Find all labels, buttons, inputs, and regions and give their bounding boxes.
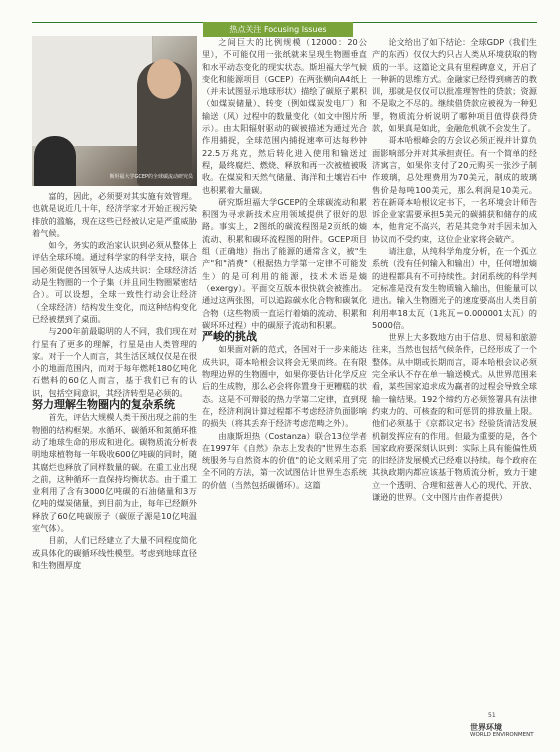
magazine-logo: 世界环境 [470, 723, 502, 732]
text-column-1 [32, 190, 197, 571]
paragraph: 目前，人们已经建立了大量不同程度简化或具体化的碳循环线性模型。考虑到地球直径和生物圈厚度 [32, 535, 197, 570]
paragraph: 论文给出了如下结论：全球GDP（我们生产的东西）仅仅大约只占人类从环境获取的物质的一半。这篇论文具有里程碑意义，开启了一种新的思维方式。金融家已经得到痛苦的教训，那就是仅仅可以批准理智性的贷款；资源不是取之不尽的。继续借贷款应被视为一种犯罪，物质流分析说明了哪种项目值得获得贷款，如果真是如此，金融危机就不会发生了。 [372, 37, 537, 134]
section-heading: 严峻的挑战 [202, 330, 257, 344]
text-column-3 [372, 36, 537, 503]
paragraph: 如今，务实的政治家认识到必须从整体上评估全球环境。通过科学家的科学支持，联合国必须促使各国领导人达成共识：全球经济活动是生物圈的一个子集（并且同生物圈紧密结合）。可以设想，全球一致性行动会让经济（全球经济）结构发生变化，而这种结构变化已经被摆到了桌面。 [32, 240, 197, 324]
section-heading: 努力理解生物圈内的复杂系统 [32, 398, 175, 412]
whiteboard [32, 36, 153, 146]
person-figure-2 [34, 136, 76, 186]
paragraph: 之间巨大的比例规模（12000：20公里），不可能仅用一张纸就来呈现生物圈垂直和水平动态变化的现实状态。斯坦福大学气候变化和能源项目（GCEP）在两张横向A4纸上（并未试图显示地球形状）描绘了碳原子累积（如煤炭储量）、转变（例如煤炭发电厂）和输送（风）过程中的数量变化（如文中图片所示）。由太阳辐射驱动的碳被描述为通过光合作用捕捉，全球范围内捕捉速率可达每秒钟22.5万兆克，然后转化进入使用和输送过程，最终腐烂、燃烧、释放和再一次被植被吸收。在煤炭和天然气储量、海洋和土壤岩石中也积累着大量碳。 [202, 37, 367, 195]
paragraph: 研究斯坦福大学GCEP的全球碳流动和累积图为寻求新技术应用领域提供了很好的思路。事实上，2图纸的碳流程图是2页纸的熵流动、积累和碳环流程图的附件。GCEP项目组（正确地）指出了能源的通常含义，被"生产"和"消费"（根据热力学第一定律不可能发生）的是可利用的能源，技术术语是熵（exergy）。平面交互版本很快就会被推出。通过这两张图，可以追踪碳水化合物和碳氧化合物（这些物质一直运行着熵的流动、积累和碳环环过程）中的碳原子流动和积累。 [202, 196, 367, 330]
paragraph: 如果面对新的范式，各国对于一步来能达成共识，哥本哈根会议将会无果而终。在有限物理边界的生物圈中，如果你要估计化学反应后的生成物，那么必会将你置身于更糟糕的状态。这是不可辩驳的热力学第二定律，直到现在，经济利润计算过程都不考虑经济负面影响的损失（将其丢弃于经济考虑范畴之外）。 [202, 344, 367, 429]
magazine-logo-en: WORLD ENVIRONMENT [470, 732, 534, 738]
page-number: 51 [488, 712, 496, 719]
person-figure [137, 61, 192, 186]
paragraph: 与200年前最聪明的人不同，我们现在对行星有了更多的理解，行星是由人类管理的家。对于一个人而言，其生活区域仅仅是在很小的地面范围内，而对于每年燃耗180亿吨化石燃料的60亿人而言，基于我们已有的认识，包括空间意识，其经济转型是必须的。 [32, 326, 197, 398]
section-tag: 热点关注 Focusing Issues [203, 22, 353, 37]
article-photo [32, 36, 197, 186]
paragraph: 世界上大多数地方由于信息、贸易和旅游往来，当然也包括气候条件，已经形成了一个整体。从中期或长期而言，哥本哈根会议必须完全承认不存在单一输送模式。从世界范围来看，某些国家追求成为赢者的过程会导致全球输一输结果。192个缔约方必须签署具有法律约束力的、可核查的和可惩罚的排放量上限。他们必须基于《京都议定书》经验货清洁发展机制发挥应有的作用。但最为重要的是，各个国家政府要深刻认识到：实际上具有能偏性质的旧经济发展模式已经难以持续。每个政府在其执政期内都应该基于物质流分析，致力于建立一个透明、合理和兹善人心的现代、开放、谦逊的世界。（文中图片由作者提供） [372, 332, 537, 502]
paragraph: 哥本哈根峰会的方会议必须正视并计算负面影响部分并对其承担责任。有一个简单的经济寓言，如果你支付了20元购买一张沙子制作玻璃，总处理费用为70美元，制成的玻璃售价是每吨100美元，那么利润是10美元。若在新哥本哈根议定书下，一名环境会计师告诉企业家需要承担5美元的碳捕获和储存的成本，他肯定不高兴，若是其竞争对手因未加入协议而不受约束，这位企业家将会破产。 [372, 135, 537, 244]
paragraph: 请注意，从纯科学角度分析，在一个孤立系统（没有任何输入和输出）中，任何增加熵的进程都具有不可持续性。封闭系统的科学判定标准是没有发生物质输入输出，但能量可以进出。输入生物圈光子的速度要高出人类目前利用率18太瓦（1兆瓦＝0.000001太瓦）的5000倍。 [372, 246, 537, 330]
photo-caption: 斯坦福大学GCEP的全球碳流动研究员 [109, 174, 193, 180]
text-column-2 [202, 36, 367, 491]
paragraph: 由康斯坦热（Costanza）联合13位学者在1997年《自然》杂志上发表的"世界生态系统服务与自然资本的价值"的论文则采用了完全不同的方法，第一次试图估计世界生态系统的价值（当然包括碳循环）。这篇 [202, 430, 367, 490]
paragraph: 首先，评估大规模人类干预出现之前的生物圈的结构框架。水循环、碳循环和氮循环推动了地球生命的形成和进化。碳物质流分析表明地球植物每一年吸收600亿吨碳的同时，随其腐烂也释放了同样数量的碳。在重工业出现之前，这种循环一直保持均衡状态。由于重工业利用了含有3000亿吨碳的石油储量和3万亿吨的煤炭储量，到目前为止，每年已经额外释放了60亿吨碳原子（碳原子源是10亿吨温室气体）。 [32, 412, 197, 534]
paragraph: 富的，因此，必须要对其实施有效管理。也就是说近几十年，经济学家才开始正视污染排放的滥觞，现在这些已经被认定是严重威胁着气候。 [32, 191, 197, 238]
